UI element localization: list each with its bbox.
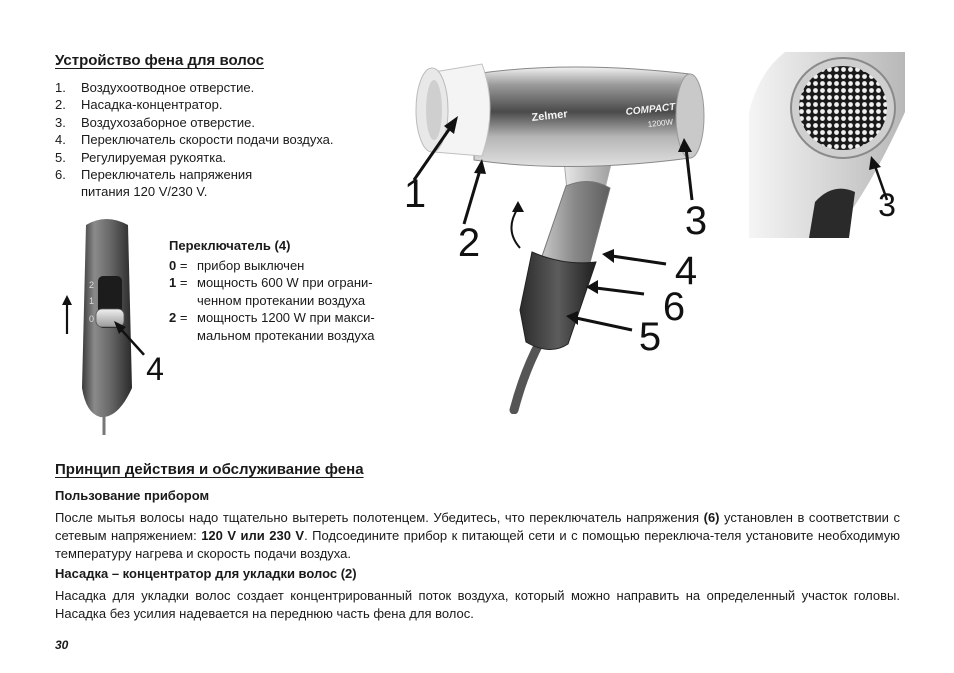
callout-2-arrow bbox=[464, 170, 480, 224]
callout-5-arrow bbox=[576, 318, 632, 330]
hair-dryer-figure bbox=[390, 52, 735, 414]
list-item: 2. Насадка-концентратор. bbox=[55, 97, 223, 113]
subheading-concentrator: Насадка – концентратор для укладки волос (2) bbox=[55, 566, 357, 581]
air-intake-rear bbox=[676, 74, 704, 158]
list-item: 1. Воздухоотводное отверстие. bbox=[55, 80, 255, 95]
rotate-arrow-icon bbox=[512, 201, 524, 212]
switch-mode-row: 0 = прибор выключен bbox=[169, 258, 305, 273]
subheading-usage: Пользование прибором bbox=[55, 488, 210, 503]
callout-2: 2 bbox=[457, 221, 481, 265]
callout-5: 5 bbox=[638, 315, 662, 359]
switch-pos-1: 1 bbox=[89, 296, 95, 306]
callout-4-switch: 4 bbox=[146, 351, 164, 387]
switch-legend bbox=[169, 257, 405, 344]
switch-pos-0: 0 bbox=[89, 314, 95, 324]
callout-4: 4 bbox=[674, 249, 698, 293]
handle-grip bbox=[520, 252, 596, 350]
list-item: питания 120 V/230 V. bbox=[81, 184, 208, 200]
model-power: 1200W bbox=[647, 117, 674, 129]
model-name: COMPACT bbox=[625, 101, 676, 118]
up-arrow-icon bbox=[62, 295, 72, 305]
list-item: 4. Переключатель скорости подачи воздуха. bbox=[55, 132, 334, 148]
switch-mode-row: 1 = мощность 600 W при ограни- bbox=[169, 275, 373, 291]
switch-pos-2: 2 bbox=[89, 280, 95, 290]
section-title-device: Устройство фена для волос bbox=[55, 52, 264, 69]
air-intake-detail-figure bbox=[749, 52, 905, 238]
callout-6-arrow bbox=[596, 288, 644, 294]
paragraph-usage: После мытья волосы надо тщательно вытереть полотенцем. Убедитесь, что переключатель напряжения (6) установлен в соответствии с сетевым напряжением: 120 V или 230 V. Подсоедините прибор к питающей сети и с помощью переключа-теля установите необходимую температуру нагрева и скорость подачи воздуха. bbox=[55, 510, 900, 561]
list-item: 6. Переключатель напряжения bbox=[55, 167, 253, 183]
callout-1: 1 bbox=[403, 172, 427, 216]
page-number: 30 bbox=[55, 638, 69, 652]
switch-legend-title: Переключатель (4) bbox=[169, 238, 291, 253]
list-item: 3. Воздухозаборное отверстие. bbox=[55, 114, 255, 130]
callout-6: 6 bbox=[662, 285, 686, 329]
power-cord bbox=[514, 342, 540, 410]
parts-list bbox=[55, 79, 395, 201]
callout-3-detail: 3 bbox=[878, 187, 896, 223]
switch-mode-row: ченном протекании воздуха bbox=[197, 292, 366, 308]
switch-closeup-figure bbox=[56, 213, 186, 435]
intake-mesh bbox=[799, 66, 887, 150]
paragraph-concentrator: Насадка для укладки волос создает концентрированный поток воздуха, который можно направить на определенный участок головы. Насадка без усилия надевается на переднюю часть фена для волос. bbox=[55, 588, 900, 621]
brand-logo: Zelmer bbox=[531, 108, 569, 124]
switch-mode-row: мальном протекании воздуха bbox=[197, 327, 375, 343]
callout-4-arrow bbox=[612, 256, 666, 264]
switch-mode-row: 2 = мощность 1200 W при макси- bbox=[169, 310, 375, 326]
section-title-operation: Принцип действия и обслуживание фена bbox=[55, 461, 364, 478]
list-item: 5. Регулируемая рукоятка. bbox=[55, 149, 227, 165]
callout-3: 3 bbox=[684, 199, 708, 243]
dryer-body bbox=[474, 67, 698, 167]
